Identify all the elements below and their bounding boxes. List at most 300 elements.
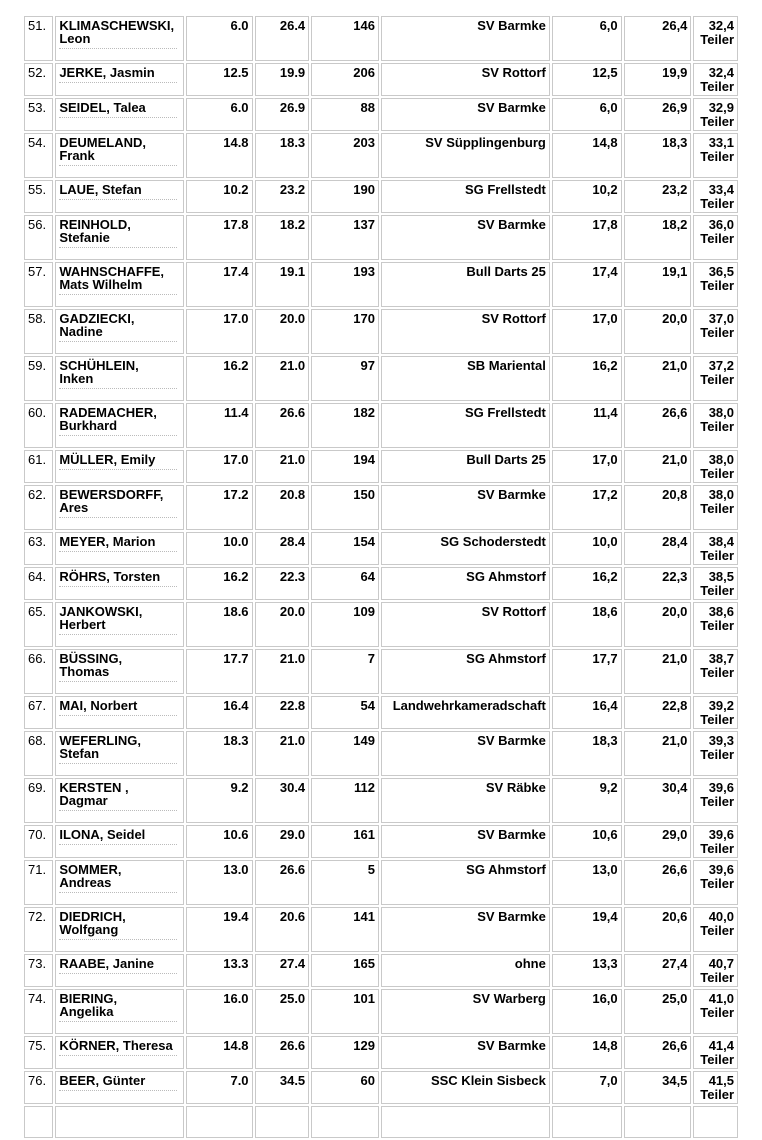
- dotted-rule: [59, 844, 177, 845]
- value-c-cell: 18,6: [552, 602, 622, 647]
- table-row: [24, 602, 738, 647]
- name-cell: [55, 602, 183, 647]
- table-row: [24, 403, 738, 448]
- club-cell: SSC Klein Sisbeck: [381, 1071, 550, 1104]
- value-a-cell: 7.0: [186, 1071, 253, 1104]
- name-line-2: Stefanie: [59, 230, 110, 245]
- score-value: 32,9: [708, 100, 734, 115]
- score-value: 33,4: [708, 182, 734, 197]
- name-cell: [55, 450, 183, 483]
- number-cell: 54: [311, 696, 379, 729]
- name-line-2: Stefan: [59, 746, 100, 761]
- number-cell: 97: [311, 356, 379, 401]
- name-line-1: DEUMELAND,: [59, 135, 146, 150]
- score-unit: Teiler: [700, 149, 734, 164]
- score-cell: [693, 262, 738, 307]
- empty-cell: [255, 1106, 310, 1138]
- number-cell: 182: [311, 403, 379, 448]
- score-unit: Teiler: [700, 747, 734, 762]
- value-c-cell: 6,0: [552, 98, 622, 131]
- value-c-cell: 10,6: [552, 825, 622, 858]
- name-cell: [55, 954, 183, 987]
- name-line-2: Dagmar: [59, 793, 108, 808]
- score-value: 36,0: [708, 217, 734, 232]
- empty-cell: [381, 1106, 550, 1138]
- dotted-rule: [59, 1021, 177, 1022]
- score-unit: Teiler: [700, 231, 734, 246]
- number-cell: 206: [311, 63, 379, 96]
- score-cell: [693, 860, 738, 905]
- score-cell: [693, 731, 738, 776]
- score-value: 38,7: [708, 651, 734, 666]
- dotted-rule: [59, 294, 177, 295]
- score-value: 40,7: [708, 956, 734, 971]
- score-unit: Teiler: [700, 665, 734, 680]
- table-row: [24, 98, 738, 131]
- dotted-rule: [59, 469, 177, 470]
- score-cell: [693, 532, 738, 565]
- value-b-cell: 18.2: [255, 215, 310, 260]
- rank-cell: 69.: [24, 778, 53, 823]
- name-cell: [55, 860, 183, 905]
- rank-cell: 76.: [24, 1071, 53, 1104]
- value-c-cell: 14,8: [552, 1036, 622, 1069]
- value-c-cell: 10,2: [552, 180, 622, 213]
- score-cell: [693, 98, 738, 131]
- value-d-cell: 21,0: [624, 649, 692, 694]
- rank-cell: 55.: [24, 180, 53, 213]
- value-a-cell: 16.2: [186, 356, 253, 401]
- name-line-1: SOMMER,: [59, 862, 122, 877]
- value-c-cell: 19,4: [552, 907, 622, 952]
- name-line-1: RADEMACHER,: [59, 405, 157, 420]
- rank-cell: 57.: [24, 262, 53, 307]
- number-cell: 88: [311, 98, 379, 131]
- club-cell: SV Barmke: [381, 825, 550, 858]
- name-line-1: LAUE, Stefan: [59, 182, 142, 197]
- value-a-cell: 17.4: [186, 262, 253, 307]
- rank-cell: 64.: [24, 567, 53, 600]
- empty-cell: [24, 1106, 53, 1138]
- name-cell: [55, 262, 183, 307]
- club-cell: SV Barmke: [381, 215, 550, 260]
- name-line-1: KERSTEN ,: [59, 780, 129, 795]
- rank-cell: 53.: [24, 98, 53, 131]
- club-cell: Bull Darts 25: [381, 450, 550, 483]
- dotted-rule: [59, 634, 177, 635]
- rank-cell: 62.: [24, 485, 53, 530]
- value-b-cell: 29.0: [255, 825, 310, 858]
- table-row: [24, 778, 738, 823]
- club-cell: Landwehrkameradschaft: [381, 696, 550, 729]
- name-line-2: Mats Wilhelm: [59, 277, 143, 292]
- table-row: [24, 262, 738, 307]
- value-d-cell: 18,3: [624, 133, 692, 178]
- value-b-cell: 23.2: [255, 180, 310, 213]
- value-a-cell: 17.7: [186, 649, 253, 694]
- name-line-2: Andreas: [59, 875, 112, 890]
- name-line-1: BÜSSING,: [59, 651, 123, 666]
- name-line-1: GADZIECKI,: [59, 311, 135, 326]
- value-d-cell: 19,9: [624, 63, 692, 96]
- name-cell: [55, 1071, 183, 1104]
- number-cell: 170: [311, 309, 379, 354]
- club-cell: SB Mariental: [381, 356, 550, 401]
- value-d-cell: 19,1: [624, 262, 692, 307]
- name-cell: [55, 485, 183, 530]
- dotted-rule: [59, 117, 177, 118]
- value-c-cell: 17,2: [552, 485, 622, 530]
- dotted-rule: [59, 973, 177, 974]
- rank-cell: 61.: [24, 450, 53, 483]
- value-d-cell: 26,4: [624, 16, 692, 61]
- table-row: [24, 696, 738, 729]
- name-line-1: MEYER, Marion: [59, 534, 156, 549]
- value-a-cell: 17.0: [186, 450, 253, 483]
- club-cell: SV Barmke: [381, 16, 550, 61]
- number-cell: 101: [311, 989, 379, 1034]
- value-b-cell: 21.0: [255, 356, 310, 401]
- club-cell: SV Barmke: [381, 98, 550, 131]
- dotted-rule: [59, 810, 177, 811]
- score-unit: Teiler: [700, 923, 734, 938]
- score-value: 39,2: [708, 698, 734, 713]
- name-cell: [55, 731, 183, 776]
- table-row: [24, 825, 738, 858]
- name-cell: [55, 133, 183, 178]
- rank-cell: 73.: [24, 954, 53, 987]
- score-unit: Teiler: [700, 794, 734, 809]
- club-cell: SV Rottorf: [381, 602, 550, 647]
- value-d-cell: 22,3: [624, 567, 692, 600]
- score-cell: [693, 1036, 738, 1069]
- number-cell: 60: [311, 1071, 379, 1104]
- table-row: [24, 989, 738, 1034]
- score-value: 37,2: [708, 358, 734, 373]
- score-value: 38,5: [708, 569, 734, 584]
- value-d-cell: 30,4: [624, 778, 692, 823]
- table-row: [24, 16, 738, 61]
- dotted-rule: [59, 48, 177, 49]
- value-a-cell: 19.4: [186, 907, 253, 952]
- value-b-cell: 20.0: [255, 602, 310, 647]
- rank-cell: 66.: [24, 649, 53, 694]
- table-row: [24, 215, 738, 260]
- value-c-cell: 11,4: [552, 403, 622, 448]
- value-d-cell: 27,4: [624, 954, 692, 987]
- name-line-1: MÜLLER, Emily: [59, 452, 156, 467]
- value-c-cell: 17,7: [552, 649, 622, 694]
- number-cell: 5: [311, 860, 379, 905]
- value-a-cell: 17.2: [186, 485, 253, 530]
- value-b-cell: 26.6: [255, 403, 310, 448]
- name-line-2: Herbert: [59, 617, 106, 632]
- value-b-cell: 26.9: [255, 98, 310, 131]
- score-cell: [693, 778, 738, 823]
- rank-cell: 68.: [24, 731, 53, 776]
- table-row: [24, 1071, 738, 1104]
- club-cell: SG Ahmstorf: [381, 649, 550, 694]
- table-row: [24, 649, 738, 694]
- score-unit: Teiler: [700, 419, 734, 434]
- score-value: 40,0: [708, 909, 734, 924]
- value-c-cell: 17,0: [552, 450, 622, 483]
- empty-cell: [624, 1106, 692, 1138]
- value-a-cell: 6.0: [186, 98, 253, 131]
- name-cell: [55, 403, 183, 448]
- score-unit: Teiler: [700, 970, 734, 985]
- rank-cell: 70.: [24, 825, 53, 858]
- rank-cell: 60.: [24, 403, 53, 448]
- score-cell: [693, 63, 738, 96]
- score-value: 32,4: [708, 18, 734, 33]
- value-c-cell: 18,3: [552, 731, 622, 776]
- club-cell: ohne: [381, 954, 550, 987]
- number-cell: 161: [311, 825, 379, 858]
- dotted-rule: [59, 892, 177, 893]
- club-cell: SG Frellstedt: [381, 403, 550, 448]
- name-line-2: Ares: [59, 500, 89, 515]
- score-value: 36,5: [708, 264, 734, 279]
- club-cell: SV Barmke: [381, 1036, 550, 1069]
- value-d-cell: 26,6: [624, 403, 692, 448]
- value-c-cell: 16,4: [552, 696, 622, 729]
- club-cell: SV Barmke: [381, 907, 550, 952]
- empty-cell: [311, 1106, 379, 1138]
- table-row: [24, 356, 738, 401]
- score-value: 39,6: [708, 827, 734, 842]
- table-row: [24, 567, 738, 600]
- value-d-cell: 21,0: [624, 450, 692, 483]
- number-cell: 149: [311, 731, 379, 776]
- name-cell: [55, 63, 183, 96]
- value-b-cell: 22.8: [255, 696, 310, 729]
- value-a-cell: 13.3: [186, 954, 253, 987]
- table-row: [24, 907, 738, 952]
- number-cell: 137: [311, 215, 379, 260]
- name-line-1: KÖRNER, Theresa: [59, 1038, 173, 1053]
- score-unit: Teiler: [700, 196, 734, 211]
- value-b-cell: 22.3: [255, 567, 310, 600]
- name-line-2: Burkhard: [59, 418, 118, 433]
- value-b-cell: 21.0: [255, 731, 310, 776]
- value-d-cell: 20,0: [624, 309, 692, 354]
- score-unit: Teiler: [700, 278, 734, 293]
- rank-cell: 56.: [24, 215, 53, 260]
- score-value: 38,4: [708, 534, 734, 549]
- score-value: 32,4: [708, 65, 734, 80]
- club-cell: SV Barmke: [381, 485, 550, 530]
- name-line-2: Thomas: [59, 664, 110, 679]
- score-cell: [693, 485, 738, 530]
- score-unit: Teiler: [700, 876, 734, 891]
- score-unit: Teiler: [700, 1005, 734, 1020]
- dotted-rule: [59, 388, 177, 389]
- value-b-cell: 28.4: [255, 532, 310, 565]
- score-cell: [693, 567, 738, 600]
- value-b-cell: 27.4: [255, 954, 310, 987]
- score-unit: Teiler: [700, 466, 734, 481]
- table-row: [24, 485, 738, 530]
- name-cell: [55, 989, 183, 1034]
- empty-cell: [55, 1106, 183, 1138]
- value-a-cell: 16.2: [186, 567, 253, 600]
- number-cell: 7: [311, 649, 379, 694]
- name-line-1: RAABE, Janine: [59, 956, 154, 971]
- value-c-cell: 17,4: [552, 262, 622, 307]
- table-row: [24, 309, 738, 354]
- score-unit: Teiler: [700, 79, 734, 94]
- name-line-1: BEWERSDORFF,: [59, 487, 164, 502]
- name-cell: [55, 649, 183, 694]
- score-value: 39,6: [708, 780, 734, 795]
- club-cell: SV Rottorf: [381, 63, 550, 96]
- value-a-cell: 10.6: [186, 825, 253, 858]
- name-line-1: JERKE, Jasmin: [59, 65, 155, 80]
- value-d-cell: 34,5: [624, 1071, 692, 1104]
- number-cell: 150: [311, 485, 379, 530]
- dotted-rule: [59, 1055, 177, 1056]
- name-line-2: Wolfgang: [59, 922, 119, 937]
- rank-cell: 75.: [24, 1036, 53, 1069]
- name-cell: [55, 215, 183, 260]
- name-line-2: Inken: [59, 371, 94, 386]
- value-d-cell: 21,0: [624, 731, 692, 776]
- score-cell: [693, 215, 738, 260]
- value-c-cell: 16,2: [552, 356, 622, 401]
- club-cell: SV Rottorf: [381, 309, 550, 354]
- results-table: [22, 14, 740, 1140]
- value-c-cell: 16,2: [552, 567, 622, 600]
- dotted-rule: [59, 681, 177, 682]
- club-cell: SV Barmke: [381, 731, 550, 776]
- value-a-cell: 9.2: [186, 778, 253, 823]
- dotted-rule: [59, 341, 177, 342]
- value-d-cell: 22,8: [624, 696, 692, 729]
- rank-cell: 65.: [24, 602, 53, 647]
- value-c-cell: 13,0: [552, 860, 622, 905]
- name-line-2: Nadine: [59, 324, 103, 339]
- value-b-cell: 20.6: [255, 907, 310, 952]
- value-b-cell: 19.1: [255, 262, 310, 307]
- name-line-1: WEFERLING,: [59, 733, 141, 748]
- value-a-cell: 11.4: [186, 403, 253, 448]
- name-line-2: Frank: [59, 148, 95, 163]
- value-a-cell: 16.0: [186, 989, 253, 1034]
- table-row: [24, 450, 738, 483]
- dotted-rule: [59, 199, 177, 200]
- table-row: [24, 860, 738, 905]
- name-cell: [55, 309, 183, 354]
- score-unit: Teiler: [700, 712, 734, 727]
- number-cell: 146: [311, 16, 379, 61]
- value-a-cell: 18.3: [186, 731, 253, 776]
- rank-cell: 63.: [24, 532, 53, 565]
- empty-cell: [186, 1106, 253, 1138]
- value-d-cell: 23,2: [624, 180, 692, 213]
- name-line-1: MAI, Norbert: [59, 698, 138, 713]
- name-cell: [55, 907, 183, 952]
- name-cell: [55, 98, 183, 131]
- rank-cell: 67.: [24, 696, 53, 729]
- value-d-cell: 26,6: [624, 860, 692, 905]
- score-cell: [693, 989, 738, 1034]
- value-a-cell: 10.2: [186, 180, 253, 213]
- empty-row: [24, 1106, 738, 1138]
- value-d-cell: 26,6: [624, 1036, 692, 1069]
- name-line-1: DIEDRICH,: [59, 909, 126, 924]
- value-a-cell: 6.0: [186, 16, 253, 61]
- score-value: 38,6: [708, 604, 734, 619]
- dotted-rule: [59, 551, 177, 552]
- value-b-cell: 34.5: [255, 1071, 310, 1104]
- name-line-2: Leon: [59, 31, 91, 46]
- value-c-cell: 12,5: [552, 63, 622, 96]
- value-b-cell: 19.9: [255, 63, 310, 96]
- value-b-cell: 20.8: [255, 485, 310, 530]
- score-unit: Teiler: [700, 1052, 734, 1067]
- value-a-cell: 17.8: [186, 215, 253, 260]
- table-row: [24, 1036, 738, 1069]
- number-cell: 194: [311, 450, 379, 483]
- name-line-1: SCHÜHLEIN,: [59, 358, 139, 373]
- value-b-cell: 21.0: [255, 450, 310, 483]
- value-b-cell: 25.0: [255, 989, 310, 1034]
- value-d-cell: 29,0: [624, 825, 692, 858]
- table-row: [24, 63, 738, 96]
- table-row: [24, 133, 738, 178]
- value-c-cell: 13,3: [552, 954, 622, 987]
- value-c-cell: 17,0: [552, 309, 622, 354]
- score-unit: Teiler: [700, 32, 734, 47]
- name-cell: [55, 778, 183, 823]
- value-c-cell: 16,0: [552, 989, 622, 1034]
- value-a-cell: 12.5: [186, 63, 253, 96]
- score-cell: [693, 356, 738, 401]
- score-unit: Teiler: [700, 501, 734, 516]
- score-cell: [693, 602, 738, 647]
- rank-cell: 54.: [24, 133, 53, 178]
- dotted-rule: [59, 82, 177, 83]
- club-cell: SG Ahmstorf: [381, 860, 550, 905]
- dotted-rule: [59, 1090, 177, 1091]
- value-a-cell: 13.0: [186, 860, 253, 905]
- score-cell: [693, 16, 738, 61]
- score-cell: [693, 696, 738, 729]
- value-c-cell: 6,0: [552, 16, 622, 61]
- score-unit: Teiler: [700, 372, 734, 387]
- dotted-rule: [59, 586, 177, 587]
- name-cell: [55, 356, 183, 401]
- table-row: [24, 532, 738, 565]
- rank-cell: 72.: [24, 907, 53, 952]
- name-line-2: Angelika: [59, 1004, 114, 1019]
- club-cell: SG Schoderstedt: [381, 532, 550, 565]
- score-unit: Teiler: [700, 1087, 734, 1102]
- score-value: 38,0: [708, 487, 734, 502]
- name-line-1: REINHOLD,: [59, 217, 131, 232]
- score-cell: [693, 309, 738, 354]
- score-value: 38,0: [708, 405, 734, 420]
- name-cell: [55, 180, 183, 213]
- club-cell: SV Räbke: [381, 778, 550, 823]
- value-a-cell: 14.8: [186, 1036, 253, 1069]
- score-cell: [693, 825, 738, 858]
- value-c-cell: 14,8: [552, 133, 622, 178]
- score-value: 41,4: [708, 1038, 734, 1053]
- value-b-cell: 26.6: [255, 860, 310, 905]
- value-b-cell: 18.3: [255, 133, 310, 178]
